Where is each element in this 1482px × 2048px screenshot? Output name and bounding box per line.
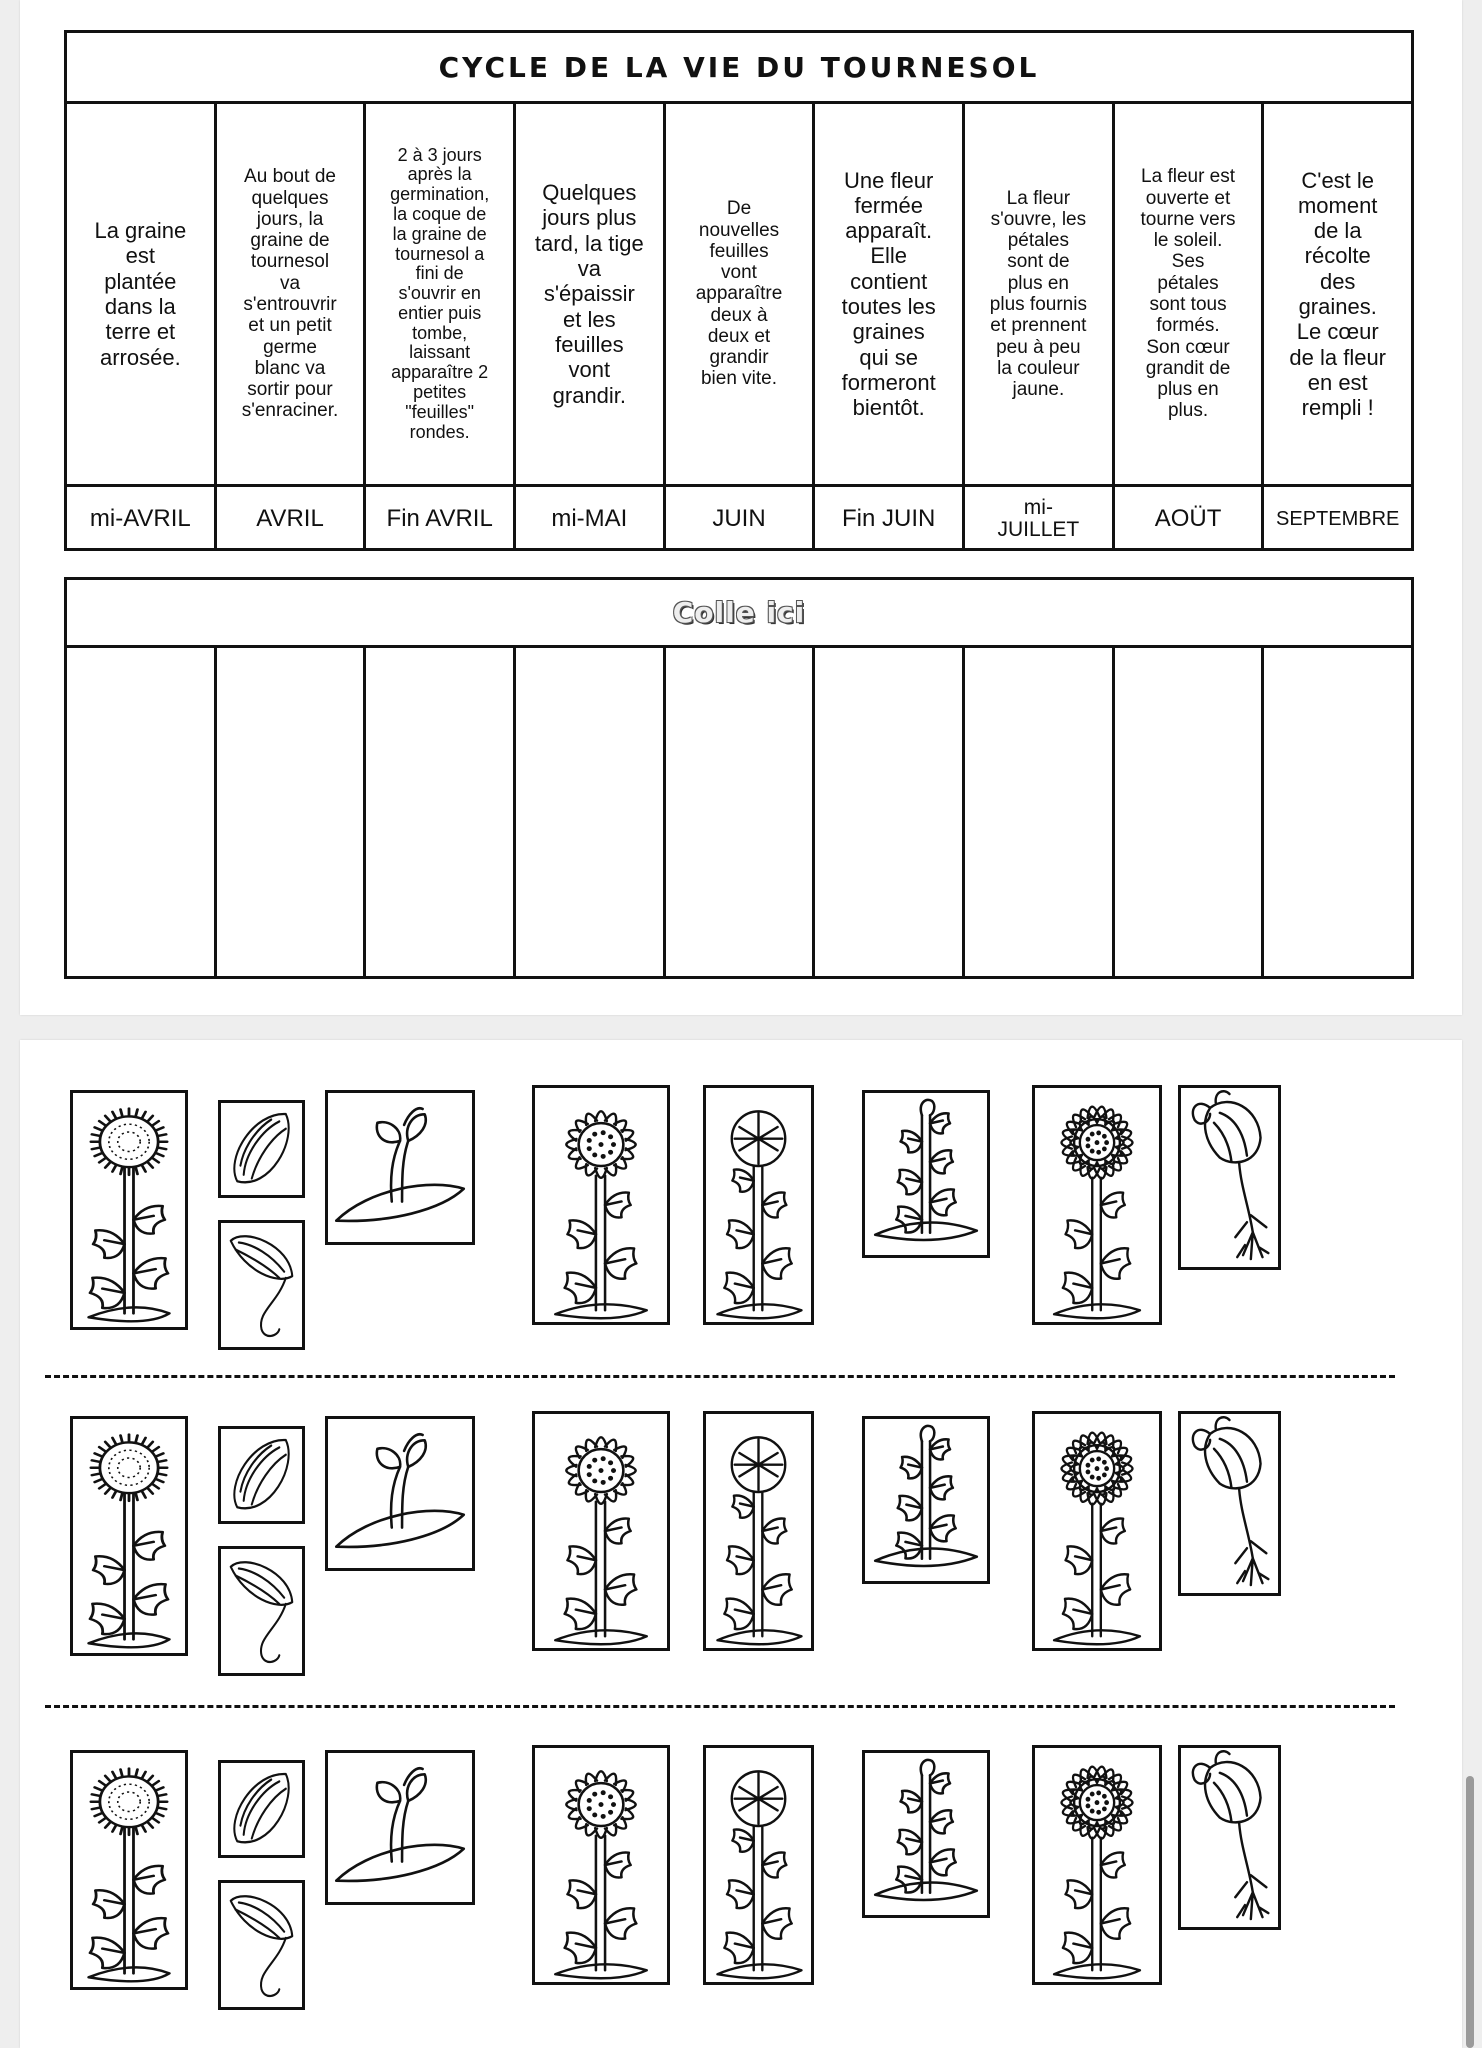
germinating-seed-roots-card[interactable] bbox=[1178, 1085, 1281, 1270]
stage-description-row bbox=[67, 104, 1411, 487]
glue-slot bbox=[666, 648, 816, 979]
seedling-icon bbox=[328, 1419, 472, 1568]
life-cycle-table bbox=[64, 30, 1414, 551]
seedling-card[interactable] bbox=[325, 1416, 475, 1571]
open-flower-icon bbox=[535, 1748, 667, 1982]
flower-bud-card[interactable] bbox=[703, 1745, 814, 1985]
germinating-seed-roots-card[interactable] bbox=[1178, 1745, 1281, 1930]
seedling-icon bbox=[328, 1093, 472, 1242]
open-flower-card[interactable] bbox=[532, 1745, 670, 1985]
leafy-stem-icon bbox=[865, 1753, 987, 1915]
sprouting-seed-icon bbox=[221, 1883, 302, 2007]
glue-title: Colle ici bbox=[67, 580, 1411, 648]
germinating-seed-roots-icon bbox=[1181, 1414, 1278, 1593]
stage-7-month: mi- JUILLET bbox=[965, 487, 1115, 551]
seed-card[interactable] bbox=[218, 1760, 305, 1858]
germinating-seed-roots-icon bbox=[1181, 1088, 1278, 1267]
mature-sunflower-icon bbox=[73, 1753, 185, 1987]
seed-card[interactable] bbox=[218, 1426, 305, 1524]
stage-9-month: SEPTEMBRE bbox=[1276, 507, 1400, 530]
table-title: CYCLE DE LA VIE DU TOURNESOL bbox=[67, 33, 1411, 104]
open-flower-icon bbox=[535, 1414, 667, 1648]
sunflower-full-bloom-card[interactable] bbox=[1032, 1745, 1162, 1985]
stage-9-text: C'est le moment de la récolte des graines. Le cœur de la fleur en est rempli ! bbox=[1289, 167, 1387, 421]
glue-slot bbox=[366, 648, 516, 979]
flower-bud-card[interactable] bbox=[703, 1411, 814, 1651]
mature-sunflower-icon bbox=[73, 1093, 185, 1327]
stage-2-text: Au bout de quelques jours, la graine de tournesol va s'entrouvrir et un petit germe blanc va sortir pour s'enraciner. bbox=[217, 104, 367, 484]
flower-bud-card[interactable] bbox=[703, 1085, 814, 1325]
germinating-seed-roots-icon bbox=[1181, 1748, 1278, 1927]
worksheet-page-1 bbox=[20, 0, 1462, 1015]
mature-sunflower-card[interactable] bbox=[70, 1750, 188, 1990]
sprouting-seed-card[interactable] bbox=[218, 1880, 305, 2010]
flower-bud-icon bbox=[706, 1414, 811, 1648]
open-flower-card[interactable] bbox=[532, 1085, 670, 1325]
sunflower-full-bloom-icon bbox=[1035, 1414, 1159, 1648]
sunflower-full-bloom-card[interactable] bbox=[1032, 1085, 1162, 1325]
germinating-seed-roots-card[interactable] bbox=[1178, 1411, 1281, 1596]
stage-6-month: Fin JUIN bbox=[815, 487, 965, 551]
stage-4-month: mi-MAI bbox=[516, 487, 666, 551]
seedling-icon bbox=[328, 1753, 472, 1902]
stage-6-text: Une fleur fermée apparaît. Elle contient toutes les graines qui se formeront bientôt. bbox=[815, 104, 965, 484]
month-row bbox=[67, 487, 1411, 551]
cut-line bbox=[45, 1705, 1395, 1708]
open-flower-icon bbox=[535, 1088, 667, 1322]
cut-line bbox=[45, 1375, 1395, 1378]
mature-sunflower-card[interactable] bbox=[70, 1416, 188, 1656]
stage-4-text: Quelques jours plus tard, la tige va s'épaissir et les feuilles vont grandir. bbox=[516, 104, 666, 484]
stage-5-text: De nouvelles feuilles vont apparaître deux à deux et grandir bien vite. bbox=[666, 104, 816, 484]
stage-5-month: JUIN bbox=[666, 487, 816, 551]
sprouting-seed-icon bbox=[221, 1223, 302, 1347]
seedling-card[interactable] bbox=[325, 1090, 475, 1245]
leafy-stem-card[interactable] bbox=[862, 1090, 990, 1258]
stage-2-month: AVRIL bbox=[217, 487, 367, 551]
sunflower-full-bloom-icon bbox=[1035, 1088, 1159, 1322]
glue-slot bbox=[516, 648, 666, 979]
seed-icon bbox=[221, 1763, 302, 1855]
leafy-stem-icon bbox=[865, 1093, 987, 1255]
seed-icon bbox=[221, 1429, 302, 1521]
stage-7-text: La fleur s'ouvre, les pétales sont de plus en plus fournis et prennent peu à peu la couleur jaune. bbox=[965, 104, 1115, 484]
leafy-stem-icon bbox=[865, 1419, 987, 1581]
glue-slot bbox=[217, 648, 367, 979]
stage-1-month: mi-AVRIL bbox=[67, 487, 217, 551]
glue-slot bbox=[1264, 648, 1411, 979]
leafy-stem-card[interactable] bbox=[862, 1750, 990, 1918]
glue-slot bbox=[1115, 648, 1265, 979]
stage-3-month: Fin AVRIL bbox=[366, 487, 516, 551]
sprouting-seed-card[interactable] bbox=[218, 1220, 305, 1350]
sunflower-full-bloom-card[interactable] bbox=[1032, 1411, 1162, 1651]
flower-bud-icon bbox=[706, 1088, 811, 1322]
mature-sunflower-icon bbox=[73, 1419, 185, 1653]
mature-sunflower-card[interactable] bbox=[70, 1090, 188, 1330]
glue-slot bbox=[67, 648, 217, 979]
glue-slots-row bbox=[67, 648, 1411, 979]
glue-here-table bbox=[64, 577, 1414, 979]
flower-bud-icon bbox=[706, 1748, 811, 1982]
sprouting-seed-card[interactable] bbox=[218, 1546, 305, 1676]
leafy-stem-card[interactable] bbox=[862, 1416, 990, 1584]
open-flower-card[interactable] bbox=[532, 1411, 670, 1651]
stage-8-month: AOÜT bbox=[1115, 487, 1265, 551]
glue-slot bbox=[815, 648, 965, 979]
sprouting-seed-icon bbox=[221, 1549, 302, 1673]
stage-1-text: La graine est plantée dans la terre et arrosée. bbox=[67, 104, 217, 484]
seed-icon bbox=[221, 1103, 302, 1195]
seed-card[interactable] bbox=[218, 1100, 305, 1198]
seedling-card[interactable] bbox=[325, 1750, 475, 1905]
sunflower-full-bloom-icon bbox=[1035, 1748, 1159, 1982]
stage-8-text: La fleur est ouverte et tourne vers le soleil. Ses pétales sont tous formés. Son cœur grandit de plus en plus. bbox=[1115, 104, 1265, 484]
stage-3-text: 2 à 3 jours après la germination, la coque de la graine de tournesol a fini de s'ouvrir en entier puis tombe, laissant apparaître 2 petites "feuilles" rondes. bbox=[366, 104, 516, 484]
glue-slot bbox=[965, 648, 1115, 979]
scrollbar[interactable] bbox=[1466, 1776, 1474, 2048]
